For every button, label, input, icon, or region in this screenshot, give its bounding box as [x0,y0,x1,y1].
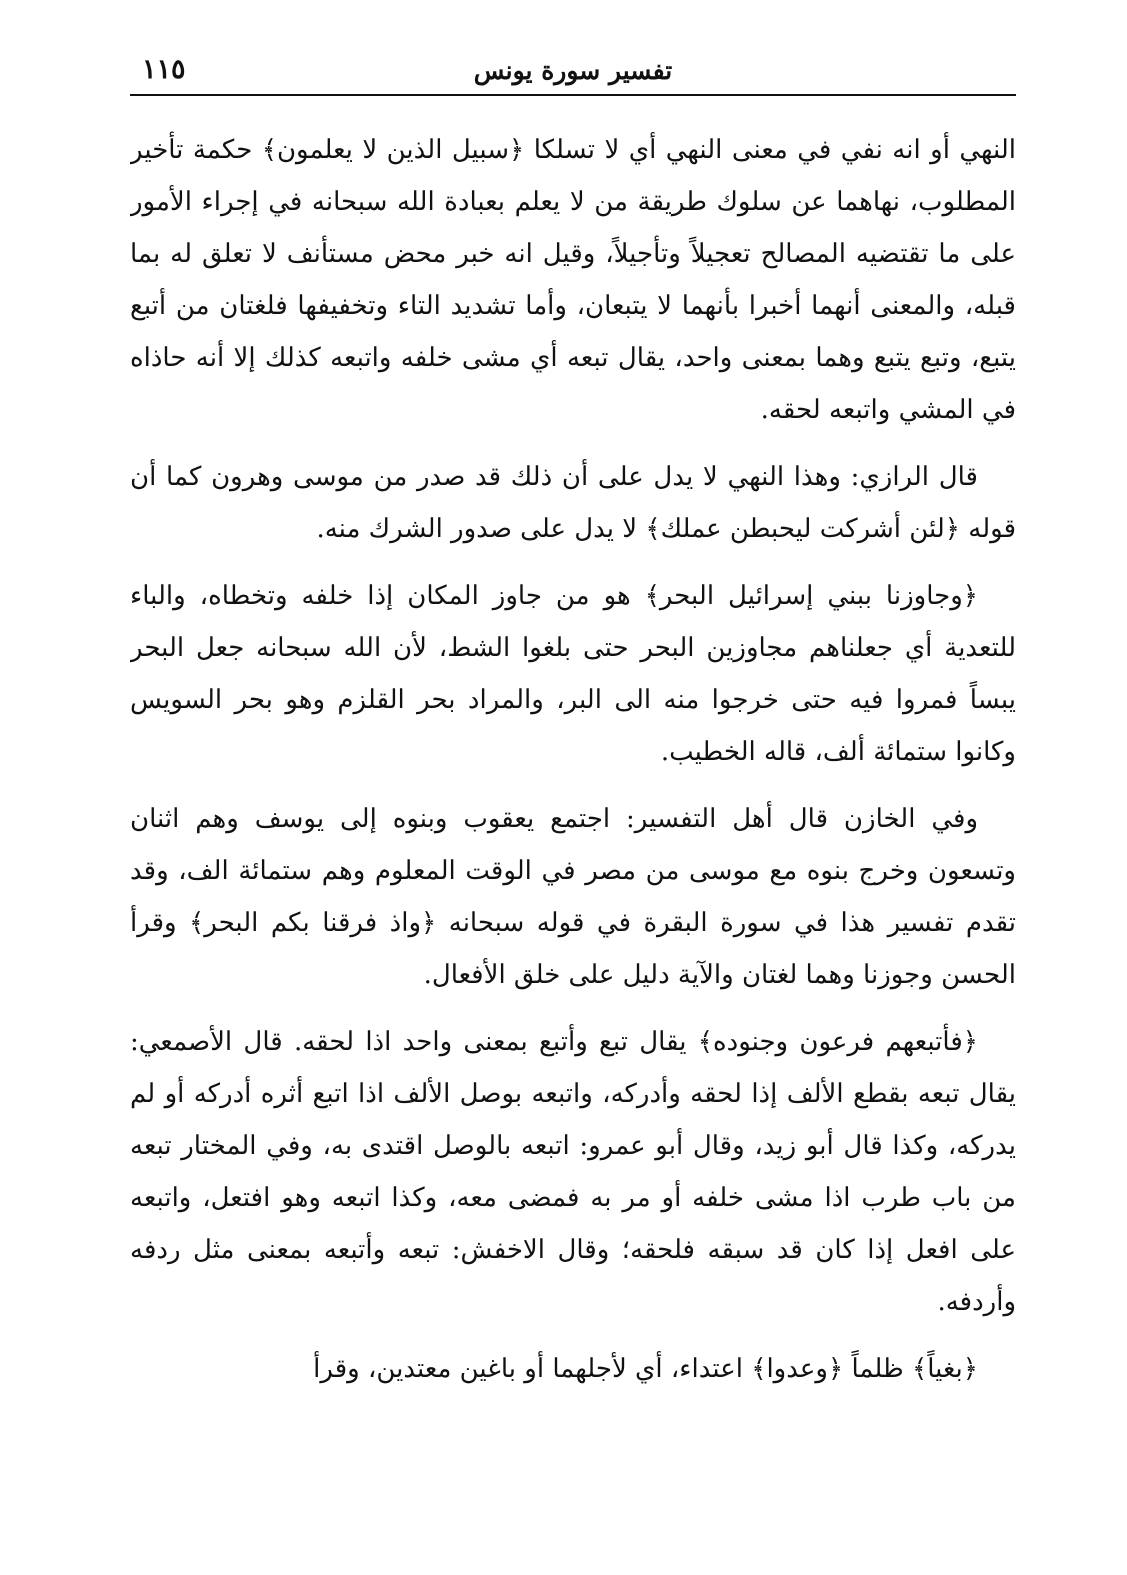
paragraph-3: ﴿وجاوزنا ببني إسرائيل البحر﴾ هو من جاوز المكان إذا خلفه وتخطاه، والباء للتعدية أي جعلناهم مجاوزين البحر حتى بلغوا الشط، لأن الله سبحانه جعل البحر يبساً فمروا فيه حتى خرجوا منه الى البر، والمراد بحر القلزم وهو بحر السويس وكانوا ستمائة ألف، قاله الخطيب. [130,581,1016,767]
paragraph-4: وفي الخازن قال أهل التفسير: اجتمع يعقوب وبنوه إلى يوسف وهم اثنان وتسعون وخرج بنوه مع موسى من مصر في الوقت المعلوم وهم ستمائة الف، وقد تقدم تفسير هذا في سورة البقرة في قوله سبحانه ﴿واذ فرقنا بكم البحر﴾ وقرأ الحسن وجوزنا وهما لغتان والآية دليل على خلق الأفعال. [130,804,1016,990]
paragraph-6: ﴿بغياً﴾ ظلماً ﴿وعدوا﴾ اعتداء، أي لأجلهما أو باغين معتدين، وقرأ [313,1354,978,1384]
paragraph-2: قال الرازي: وهذا النهي لا يدل على أن ذلك قد صدر من موسى وهرون كما أن قوله ﴿لئن أشركت ليحبطن عملك﴾ لا يدل على صدور الشرك منه. [130,462,1016,544]
paragraph-5: ﴿فأتبعهم فرعون وجنوده﴾ يقال تبع وأتبع بمعنى واحد اذا لحقه. قال الأصمعي: يقال تبعه بقطع الألف إذا لحقه وأدركه، واتبعه بوصل الألف اذا اتبع أثره أدركه أو لم يدركه، وكذا قال أبو زيد، وقال أبو عمرو: اتبعه بالوصل اقتدى به، وفي المختار تبعه من باب طرب اذا مشى خلفه أو مر به فمضى معه، وكذا اتبعه وهو افتعل، واتبعه على افعل إذا كان قد سبقه فلحقه؛ وقال الاخفش: تبعه وأتبعه بمعنى مثل ردفه وأردفه. [130,1027,1016,1317]
page-number: ١١٥ [142,54,186,85]
page-body [130,124,1016,1555]
page-header [130,48,1016,96]
header-rule [130,94,1016,96]
running-title: تفسير سورة يونس [473,56,673,85]
paragraph-1: النهي أو انه نفي في معنى النهي أي لا تسلكا ﴿سبيل الذين لا يعلمون﴾ حكمة تأخير المطلوب، نهاهما عن سلوك طريقة من لا يعلم بعبادة الله سبحانه في إجراء الأمور على ما تقتضيه المصالح تعجيلاً وتأجيلاً، وقيل انه خبر محض مستأنف لا تعلق له بما قبله، والمعنى أنهما أخبرا بأنهما لا يتبعان، وأما تشديد التاء وتخفيفها فلغتان من أتبع يتبع، وتبع يتبع وهما بمعنى واحد، يقال تبعه أي مشى خلفه واتبعه كذلك إلا أنه حاذاه في المشي واتبعه لحقه. [130,135,1016,425]
